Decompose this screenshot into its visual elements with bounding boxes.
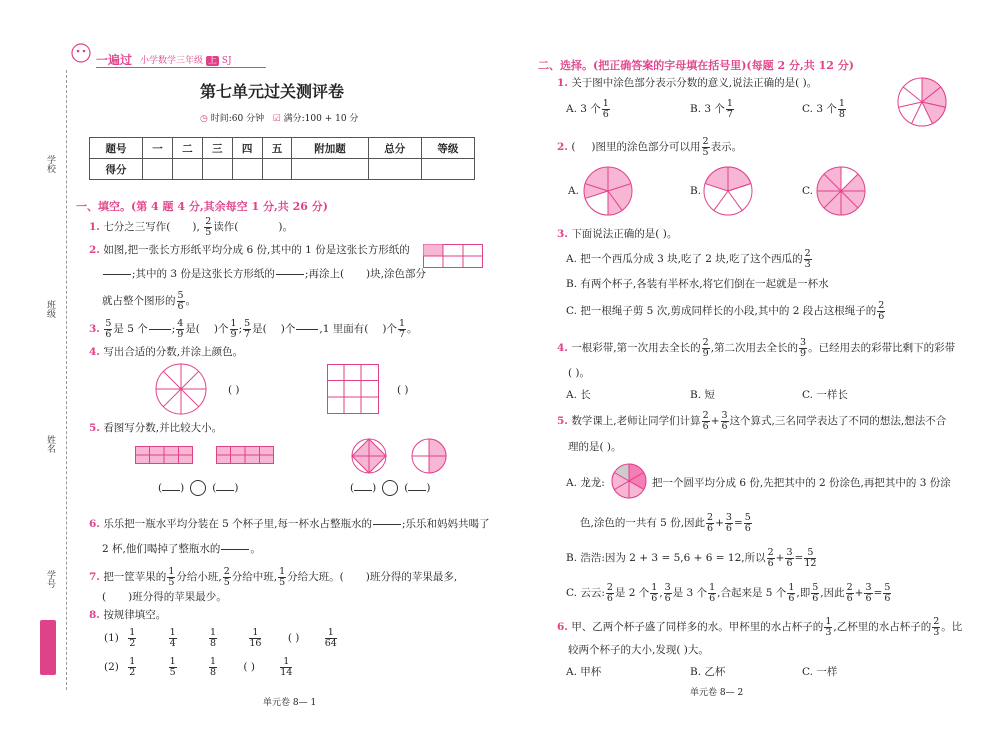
score-input-cell[interactable] <box>292 159 368 180</box>
mascot-icon <box>70 42 92 64</box>
option-b[interactable]: B. 乙杯 <box>690 666 726 678</box>
question-2-5: 5. 数学课上,老师让同学们计算 $\frac{2}{6}$ + $\frac{3}{6}$ 这个算式,三名同学表达了不同的想法,想法不合 <box>557 409 947 432</box>
option-a[interactable]: A. 甲杯 <box>566 666 602 678</box>
section-1-heading: 一、填空。(第 4 题 4 分,其余每空 1 分,共 26 分) <box>76 200 328 213</box>
question-2-1: 1. 关于图中涂色部分表示分数的意义,说法正确的是( )。 <box>557 77 818 89</box>
option-a[interactable]: A. <box>568 185 579 197</box>
question-1-5: 5. 看图写分数,并比较大小。 <box>89 422 223 434</box>
score-input-cell[interactable] <box>421 159 474 180</box>
circle-diamond-figure <box>350 437 388 479</box>
option-a-line3: 色,涂色的一共有 5 份,因此 $\frac{2}{6}$ + $\frac{3}{6}$ = $\frac{5}{6}$ <box>580 511 751 534</box>
option-c[interactable]: C. 一样 <box>802 666 838 678</box>
exam-meta: ◷ 时间:60 分钟 ☑ 满分:100 + 10 分 <box>200 114 359 124</box>
rectangle-figure <box>423 244 483 268</box>
question-2-4-line2: ( )。 <box>568 367 591 379</box>
question-2-6-line2: 较两个杯子的大小,发现( )大。 <box>568 644 709 656</box>
side-label-class: 班级 <box>45 300 55 318</box>
pie-option-c <box>815 165 867 221</box>
checkbox-icon: ☑ <box>272 114 281 124</box>
bar-figure-a <box>135 446 193 468</box>
answer-paren[interactable]: ( ) <box>243 661 255 673</box>
option-c[interactable]: C. 一样长 <box>802 389 848 401</box>
compare-blank[interactable]: ( ) ( ) <box>158 482 239 494</box>
footer-right: 单元卷 8— 2 <box>690 688 744 698</box>
brand-logo <box>70 42 92 64</box>
answer-paren[interactable]: ( ) <box>397 384 409 396</box>
question-1-3: 3. $\frac{5}{6}$ 是 5 个 ; $\frac{4}{9}$ 是( )个 $\frac{1}{9}$ ; $\frac{5}{7}$ 是( )个 ,1 里面有( )个 $\frac{1}{7}$ 。 <box>89 317 418 340</box>
side-brand-mark <box>40 620 56 675</box>
binding-line <box>66 70 67 690</box>
circle-6-parts-figure <box>610 462 648 504</box>
option-c[interactable]: C. 云云: $\frac{2}{6}$ 是 2 个 $\frac{1}{6}$ , $\frac{3}{6}$ 是 3 个 $\frac{1}{6}$ ,合起来是 5 个 $\frac{1}{6}$ ,即 $\frac{5}{6}$ ,因此 $\frac{2}{6}$ + $\frac{3}{6}$ = $\frac{5}{6}$ <box>566 581 891 604</box>
question-1-6-line2: 2 杯,他们喝掉了整瓶水的 。 <box>102 538 261 560</box>
pie-option-b <box>702 165 754 221</box>
answer-paren[interactable]: ( ) <box>287 632 300 644</box>
question-2-3: 3. 下面说法正确的是( )。 <box>557 228 678 240</box>
question-1-4: 4. 写出合适的分数,并涂上颜色。 <box>89 346 244 358</box>
circle-half-figure <box>410 437 448 479</box>
option-b[interactable]: B. 短 <box>690 389 715 401</box>
table-cell: 三 <box>202 138 232 159</box>
score-table <box>89 137 475 180</box>
option-a[interactable]: A. 长 <box>566 389 591 401</box>
pie-option-a <box>582 165 634 221</box>
option-b[interactable]: B. <box>690 185 702 197</box>
option-b[interactable]: B. 3 个 $\frac{1}{7}$ <box>690 97 733 120</box>
table-cell: 附加题 <box>292 138 368 159</box>
side-label-number: 学号 <box>45 570 55 588</box>
option-b[interactable]: B. 有两个杯子,各装有半杯水,将它们倒在一起就是一杯水 <box>566 278 829 290</box>
question-1-7-line2: ( )班分得的苹果最少。 <box>102 591 227 603</box>
circle-7-parts-figure <box>896 76 948 132</box>
option-a-text: 把一个圆平均分成 6 份,先把其中的 2 份涂色,再把其中的 3 份涂 <box>652 477 951 489</box>
brand-name: 一遍过 <box>96 53 133 67</box>
table-cell: 题号 <box>90 138 143 159</box>
score-table-header <box>90 138 475 159</box>
option-c[interactable]: C. <box>802 185 813 197</box>
side-label-school: 学校 <box>45 155 55 173</box>
section-2-heading: 二、选择。(把正确答案的字母填在括号里)(每题 2 分,共 12 分) <box>538 59 854 72</box>
score-input-cell[interactable] <box>172 159 202 180</box>
option-a[interactable]: A. 3 个 $\frac{1}{6}$ <box>566 97 609 120</box>
score-input-cell[interactable] <box>368 159 421 180</box>
brand-underline <box>96 67 266 68</box>
table-cell: 五 <box>262 138 292 159</box>
question-1-6: 6. 乐乐把一瓶水平均分装在 5 个杯子里,每一杯水占整瓶水的 ;乐乐和妈妈共喝了 <box>89 513 490 535</box>
score-table-row <box>90 159 475 180</box>
question-1-8: 8. 按规律填空。 <box>89 609 167 621</box>
option-a[interactable]: A. 龙龙: <box>566 477 605 489</box>
score-input-cell[interactable] <box>262 159 292 180</box>
brand-subtitle: 小学数学三年级 上 SJ <box>140 56 232 66</box>
table-cell: 二 <box>172 138 202 159</box>
question-2-5-line2: 理的是( )。 <box>568 441 622 453</box>
option-c[interactable]: C. 3 个 $\frac{1}{8}$ <box>802 97 845 120</box>
question-1-2-line3: 就占整个图形的 $\frac{5}{6}$ 。 <box>102 289 197 312</box>
table-cell: 总分 <box>368 138 421 159</box>
bar-figure-b <box>216 446 274 468</box>
answer-paren[interactable]: ( ) <box>228 384 240 396</box>
score-input-cell[interactable] <box>232 159 262 180</box>
pattern-row-1: (1) $\frac{1}{2}$ $\frac{1}{4}$ $\frac{1}{8}$ $\frac{1}{16}$ ( ) $\frac{1}{64}$ <box>104 626 337 649</box>
question-1-2-line2: ;其中的 3 份是这张长方形纸的 ;再涂上( )块,涂色部分 <box>102 263 426 285</box>
table-cell: 等级 <box>421 138 474 159</box>
option-c[interactable]: C. 把一根绳子剪 5 次,剪成同样长的小段,其中的 2 段占这根绳子的 $\frac{2}{6}$ <box>566 299 885 322</box>
question-2-2: 2. ( )图里的涂色部分可以用 $\frac{2}{5}$ 表示。 <box>557 135 743 158</box>
question-2-4: 4. 一根彩带,第一次用去全长的 $\frac{2}{9}$ ,第二次用去全长的 $\frac{3}{9}$ 。已经用去的彩带比剩下的彩带 <box>557 336 956 359</box>
question-1-2: 2. 如图,把一张长方形纸平均分成 6 份,其中的 1 份是这张长方形纸的 <box>89 244 410 256</box>
grid-9-parts-figure <box>327 364 379 418</box>
table-cell: 一 <box>143 138 173 159</box>
clock-icon: ◷ <box>200 114 208 124</box>
option-a[interactable]: A. 把一个西瓜分成 3 块,吃了 2 块,吃了这个西瓜的 $\frac{2}{3}$ <box>566 247 811 270</box>
score-input-cell[interactable] <box>143 159 173 180</box>
pattern-row-2: (2) $\frac{1}{2}$ $\frac{1}{5}$ $\frac{1}{8}$ ( ) $\frac{1}{14}$ <box>104 655 293 678</box>
score-input-cell[interactable] <box>202 159 232 180</box>
compare-blank[interactable]: ( ) ( ) <box>350 482 431 494</box>
table-cell: 得分 <box>90 159 143 180</box>
question-1-1: 1. 七分之三写作( ), $\frac{2}{5}$ 读作( )。 <box>89 215 293 238</box>
option-b[interactable]: B. 浩浩:因为 2 + 3 = 5,6 + 6 = 12,所以 $\frac{2}{6}$ + $\frac{3}{6}$ = $\frac{5}{12}$ <box>566 546 817 569</box>
side-label-name: 姓名 <box>45 435 55 453</box>
question-1-7: 7. 把一筐苹果的 $\frac{1}{5}$ 分给小班, $\frac{2}{5}$ 分给中班, $\frac{1}{5}$ 分给大班。( )班分得的苹果最多, <box>89 565 458 588</box>
question-2-6: 6. 甲、乙两个杯子盛了同样多的水。甲杯里的水占杯子的 $\frac{1}{3}$ ,乙杯里的水占杯子的 $\frac{2}{3}$ 。比 <box>557 615 963 638</box>
circle-8-parts-figure <box>154 362 208 420</box>
page-title: 第七单元过关测评卷 <box>200 82 345 101</box>
footer-left: 单元卷 8— 1 <box>263 698 317 708</box>
table-cell: 四 <box>232 138 262 159</box>
